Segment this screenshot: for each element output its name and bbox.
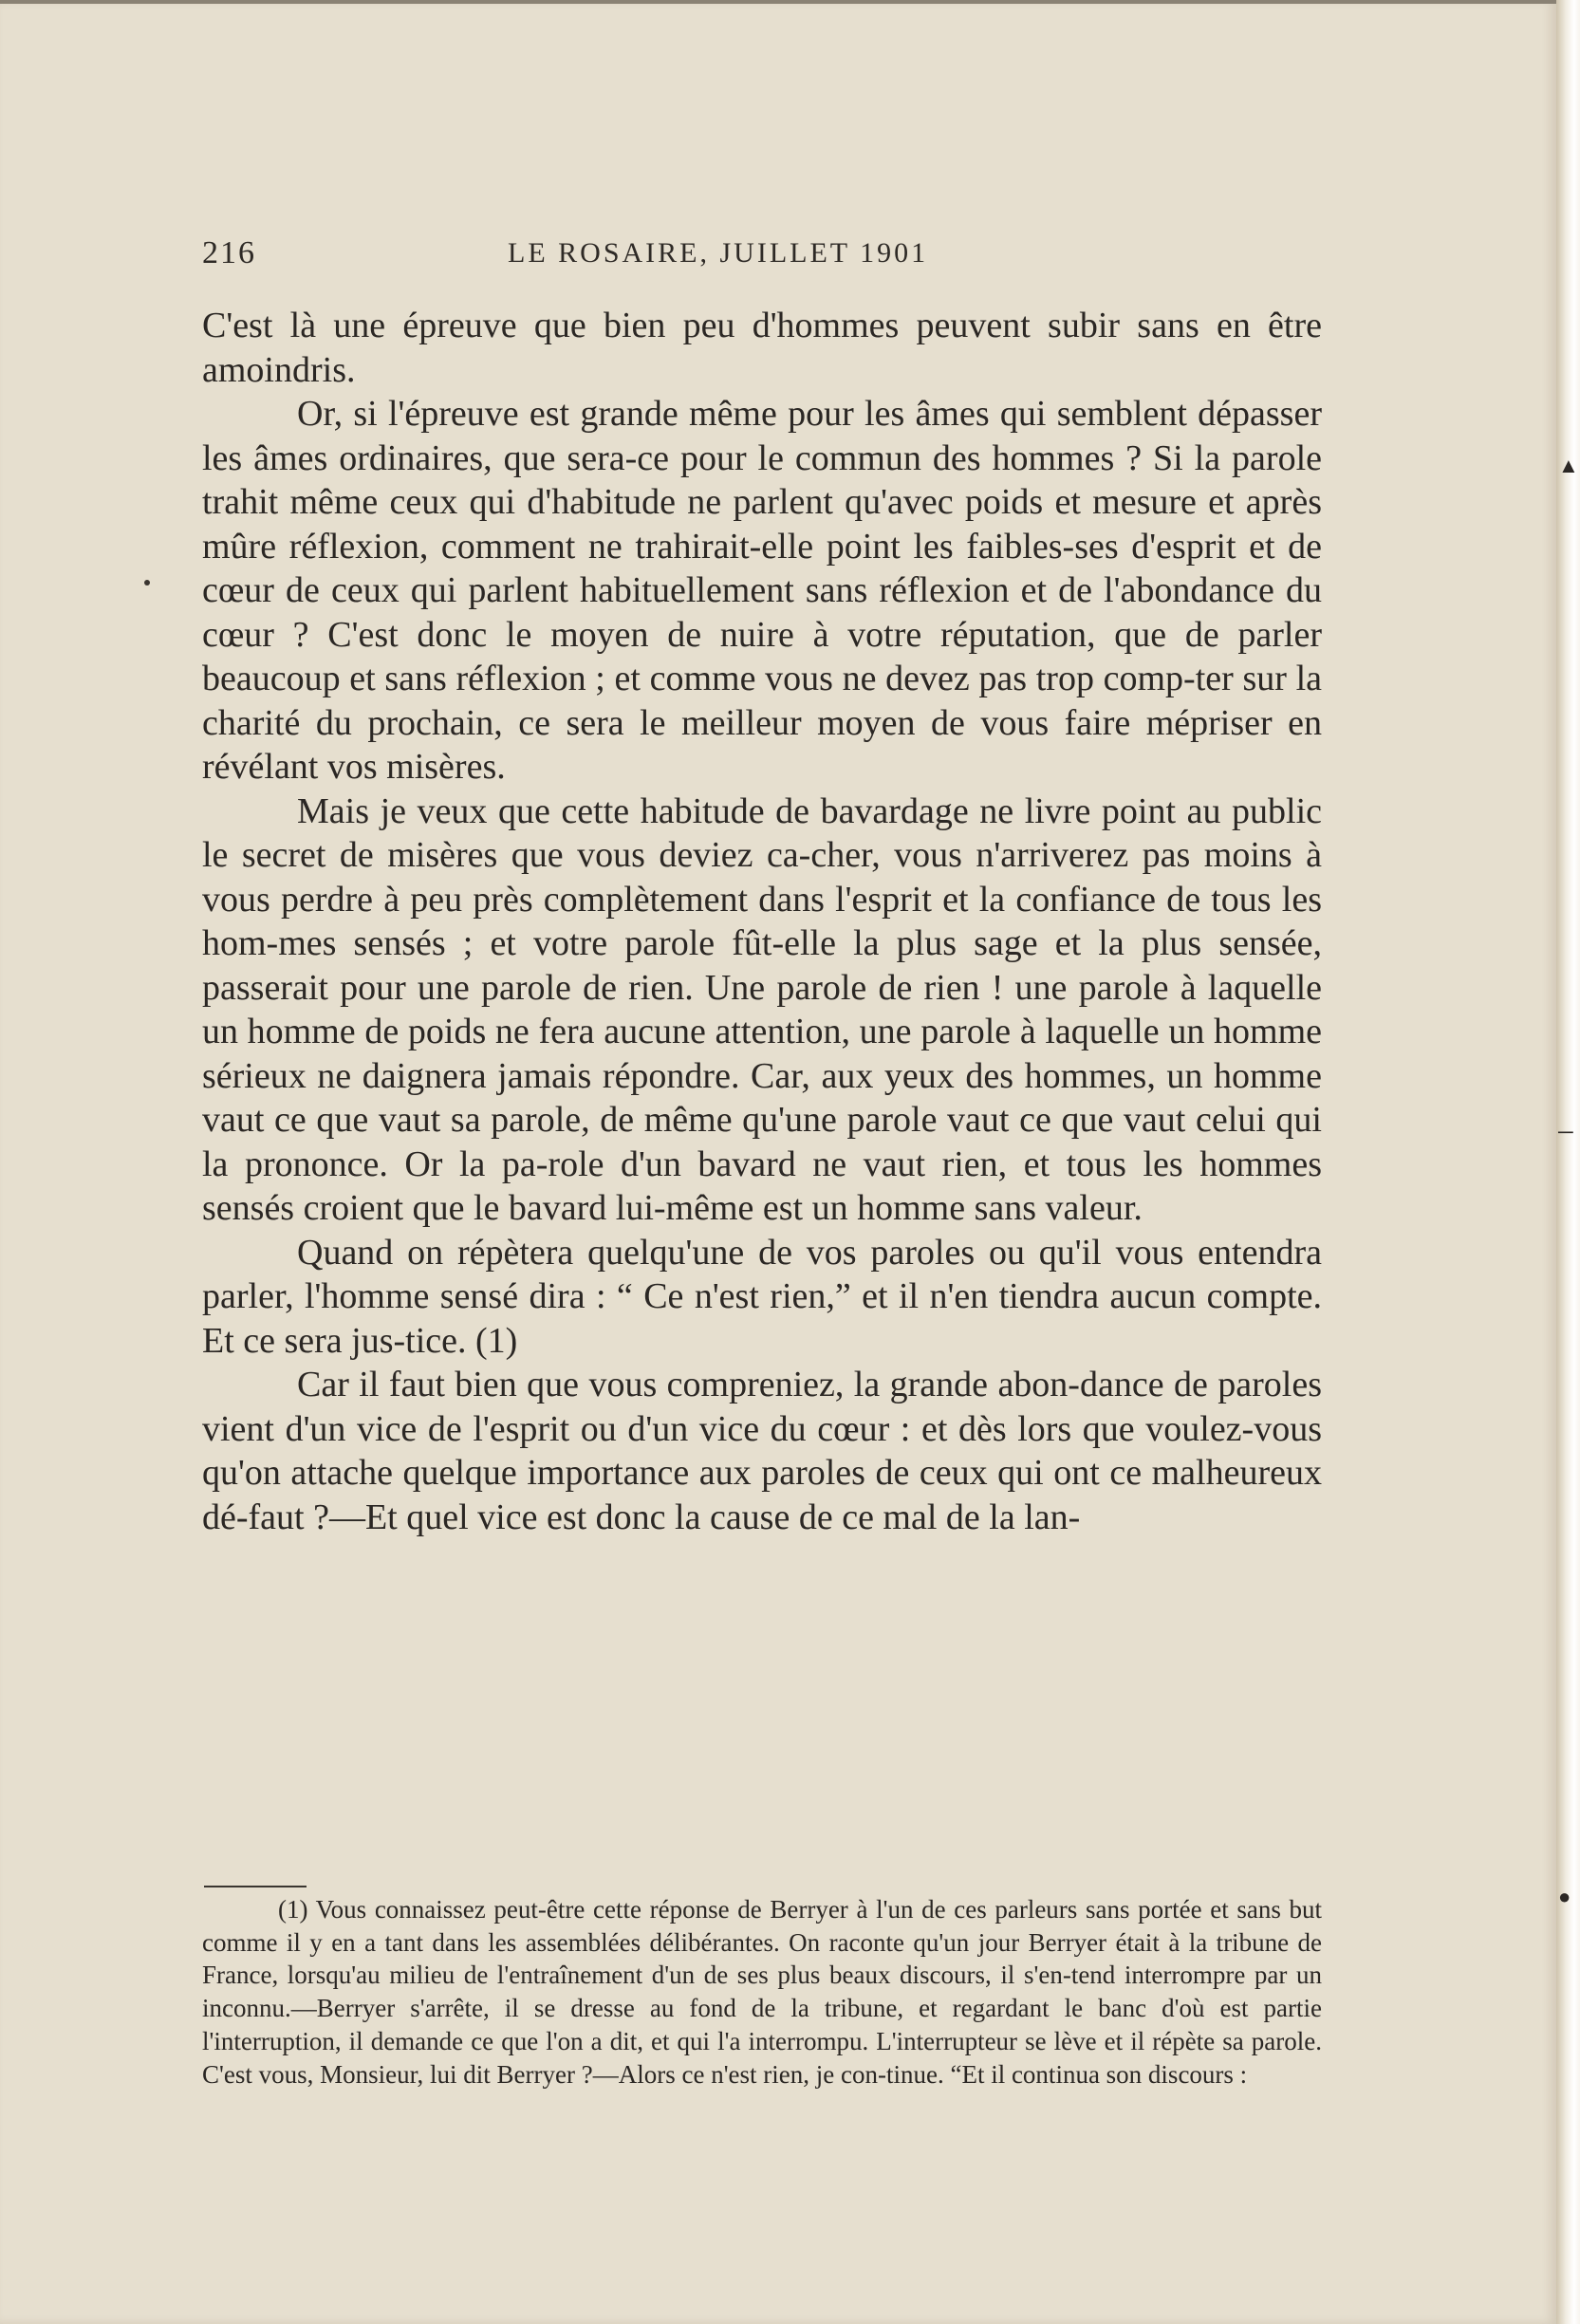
paragraph-2: Or, si l'épreuve est grande même pour les âmes qui semblent dépasser les âmes ordinaires, que sera-ce pour le commun des hommes ? Si la parole trahit même ceux qui d'habitude ne parlent qu'avec poids et mesure et après mûre réflexion, comment ne trahirait-elle point les faibles-ses d'esprit et de cœur de ceux qui parlent habituellement sans réflexion et de l'abondance du cœur ? C'est donc le moyen de nuire à votre réputation, que de parler beaucoup et sans réflexion ; et comme vous ne devez pas trop comp-ter sur la charité du prochain, ce sera le meilleur moyen de vous faire mépriser en révélant vos misères. (202, 394, 1322, 787)
paragraph-1: C'est là une épreuve que bien peu d'hommes peuvent subir sans en être amoindris. (202, 306, 1322, 390)
page-number: 216 (202, 235, 256, 270)
page-header (202, 235, 1322, 273)
ink-speck (144, 580, 150, 586)
margin-mark: ─ (1558, 1120, 1573, 1143)
margin-mark: ▲ (1558, 454, 1579, 477)
paragraph-5: Car il faut bien que vous compreniez, la grande abon-dance de paroles vient d'un vice de l'esprit ou d'un vice du cœur : et dès lors que voulez-vous qu'on attache quelque importance aux paroles de ceux qui ont ce malheureux dé-faut ?—Et quel vice est donc la cause de ce mal de la lan- (202, 1365, 1322, 1537)
paragraph-3: Mais je veux que cette habitude de bavardage ne livre point au public le secret de misères que vous deviez ca-cher, vous n'arriverez pas moins à vous perdre à peu près complètement dans l'esprit et la confiance de tous les hom-mes sensés ; et votre parole fût-elle la plus sage et la plus sensée, passerait pour une parole de rien. Une parole de rien ! une parole à laquelle un homme de poids ne fera aucune attention, une parole à laquelle un homme sérieux ne daignera jamais répondre. Car, aux yeux des hommes, un homme vaut ce que vaut sa parole, de même qu'une parole vaut ce que vaut celui qui la prononce. Or la pa-role d'un bavard ne vaut rien, et tous les hommes sensés croient que le bavard lui-même est un homme sans valeur. (202, 790, 1322, 1228)
body-text (202, 304, 1322, 1539)
paragraph-4: Quand on répètera quelqu'une de vos paroles ou qu'il vous entendra parler, l'homme sensé dira : “ Ce n'est rien,” et il n'en tiendra aucun compte. Et ce sera jus-tice. (1) (202, 1232, 1322, 1361)
footnote-separator (204, 1886, 307, 1887)
footnote: (1) Vous connaissez peut-être cette réponse de Berryer à l'un de ces parleurs sans portée et sans but comme il y en a tant dans les assemblées délibérantes. On raconte qu'un jour Berryer était à la tribune de France, lorsqu'au milieu de l'entraînement d'un de ses plus beaux discours, il s'en-tend interrompre par un inconnu.—Berryer s'arrête, il se dresse au fond de la tribune, et regardant le banc d'où est partie l'interruption, il demande ce que l'on a dit, et qui l'a interrompu. L'interrupteur se lève et il répète sa parole. C'est vous, Monsieur, lui dit Berryer ?—Alors ce n'est rien, je con-tinue. “Et il continua son discours : (202, 1895, 1322, 2089)
page-edge (1556, 0, 1580, 2324)
running-head: LE ROSAIRE, JUILLET 1901 (508, 237, 929, 269)
margin-mark: ● (1558, 1885, 1571, 1908)
top-edge-rule (0, 0, 1556, 4)
